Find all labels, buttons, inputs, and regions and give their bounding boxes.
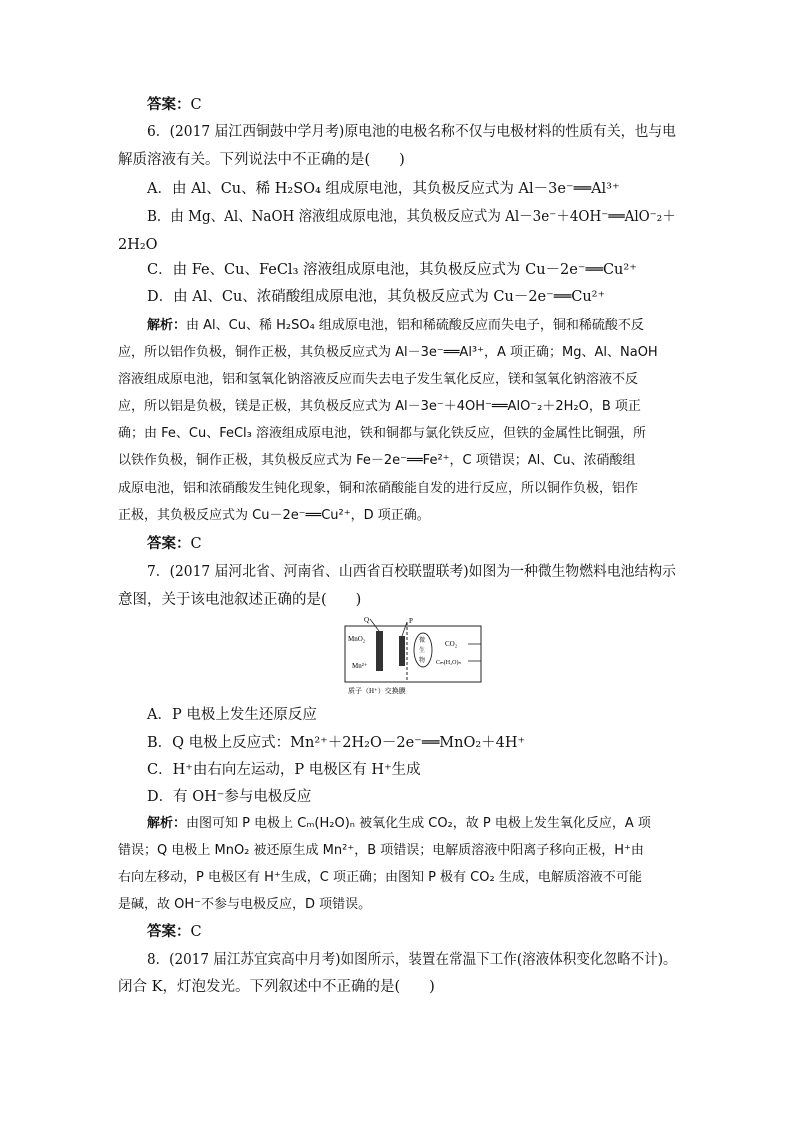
label-mn-ion: Mn²⁺ xyxy=(352,662,368,670)
label-membrane: 质子（H⁺）交换膜 xyxy=(348,687,406,695)
explanation-line: 是碱，故 OH⁻不参与电极反应，D 项错误。 xyxy=(118,897,372,912)
explanation-label: 解析： xyxy=(147,318,187,333)
electrode-q xyxy=(376,631,383,671)
question-6-stem-1: 6．(2017 届江西铜鼓中学月考)原电池的电极名称不仅与电极材料的性质有关，也与电 xyxy=(147,124,676,140)
answer-value: C xyxy=(190,924,202,940)
electrode-p xyxy=(399,636,405,666)
explanation-line: 确；由 Fe、Cu、FeCl₃ 溶液组成原电池，铁和铜都与氯化铁反应，但铁的金属性比铜强，所 xyxy=(118,426,647,441)
label-glucose: Cₘ(H₂O)ₙ xyxy=(436,660,461,666)
answer-value: C xyxy=(190,97,202,113)
svg-text:微: 微 xyxy=(419,638,426,644)
answer-line xyxy=(147,95,202,115)
explanation-line: 正极，其负极反应式为 Cu－2e⁻══Cu²⁺，D 项正确。 xyxy=(118,508,430,523)
question-8-stem-1: 8．(2017 届江苏宜宾高中月考)如图所示，装置在常温下工作(溶液体积变化忽略不计)。 xyxy=(147,952,677,968)
svg-text:生: 生 xyxy=(419,648,426,654)
explanation-label: 解析： xyxy=(147,816,187,831)
question-8-stem-2: 闭合 K，灯泡发光。下列叙述中不正确的是( ) xyxy=(118,979,435,995)
label-mno2: MnO₂ xyxy=(348,635,366,643)
answer-label: 答案： xyxy=(147,96,191,113)
explanation-line: 成原电池，铝和浓硝酸发生钝化现象，铜和浓硝酸能自发的进行反应，所以铜作负极，铝作 xyxy=(118,481,639,496)
option-a: A．由 Al、Cu、稀 H₂SO₄ 组成原电池，其负极反应式为 Al－3e⁻══Al³⁺ xyxy=(147,181,620,197)
answer-line xyxy=(147,534,202,554)
cell-container xyxy=(345,626,481,682)
label-p: P xyxy=(409,617,413,625)
option-c: C．由 Fe、Cu、FeCl₃ 溶液组成原电池，其负极反应式为 Cu－2e⁻══Cu²⁺ xyxy=(147,262,637,278)
option-b: B．Q 电极上反应式：Mn²⁺＋2H₂O－2e⁻══MnO₂＋4H⁺ xyxy=(147,735,526,751)
svg-text:物: 物 xyxy=(419,658,426,664)
explanation-line: 右向左移动，P 电极区有 H⁺生成，C 项正确；由图知 P 极有 CO₂ 生成，电解质溶液不可能 xyxy=(118,870,642,885)
option-b: B．由 Mg、Al、NaOH 溶液组成原电池，其负极反应式为 Al－3e⁻＋4OH⁻══AlO⁻₂＋ xyxy=(147,209,676,225)
label-q: Q xyxy=(364,616,370,624)
option-b-continued: 2H₂O xyxy=(118,237,158,253)
explanation-line: 溶液组成原电池，铝和氢氧化钠溶液反应而失去电子发生氧化反应，镁和氢氧化钠溶液不反 xyxy=(118,372,639,387)
explanation-line: 应，所以铝是负极，镁是正极，其负极反应式为 Al－3e⁻＋4OH⁻══AlO⁻₂＋2H₂O，B 项正 xyxy=(118,399,641,414)
answer-line xyxy=(147,922,202,942)
question-7-stem-2: 意图，关于该电池叙述正确的是( ) xyxy=(118,592,362,608)
option-d: D．由 Al、Cu、浓硝酸组成原电池，其负极反应式为 Cu－2e⁻══Cu²⁺ xyxy=(147,289,606,305)
answer-label: 答案： xyxy=(147,535,191,552)
explanation-line: 以铁作负极，铜作正极，其负极反应式为 Fe－2e⁻══Fe²⁺，C 项错误；Al、Cu、浓硝酸组 xyxy=(118,453,636,468)
explanation-line: 错误；Q 电极上 MnO₂ 被还原生成 Mn²⁺，B 项错误；电解质溶液中阳离子移向正极，H⁺由 xyxy=(118,843,644,858)
explanation-line: 解析：由 Al、Cu、稀 H₂SO₄ 组成原电池，铝和稀硫酸反应而失电子，铜和稀硫酸不反 xyxy=(147,318,644,333)
option-a: A．P 电极上发生还原反应 xyxy=(147,707,317,723)
question-7-stem-1: 7．(2017 届河北省、河南省、山西省百校联盟联考)如图为一种微生物燃料电池结构示 xyxy=(147,564,676,580)
option-c: C．H⁺由右向左运动，P 电极区有 H⁺生成 xyxy=(147,762,421,778)
answer-value: C xyxy=(190,536,202,552)
question-6-stem-2: 解质溶液有关。下列说法中不正确的是( ) xyxy=(118,152,405,168)
label-co2: CO₂ xyxy=(445,640,458,648)
option-d: D．有 OH⁻参与电极反应 xyxy=(147,789,312,805)
explanation-line: 应，所以铝作负极，铜作正极，其负极反应式为 Al－3e⁻══Al³⁺，A 项正确；Mg、Al、NaOH xyxy=(118,345,658,360)
explanation-line: 解析：由图可知 P 电极上 Cₘ(H₂O)ₙ 被氧化生成 CO₂，故 P 电极上发生氧化反应，A 项 xyxy=(147,816,651,831)
answer-label: 答案： xyxy=(147,923,191,940)
fuel-cell-diagram xyxy=(340,614,490,696)
